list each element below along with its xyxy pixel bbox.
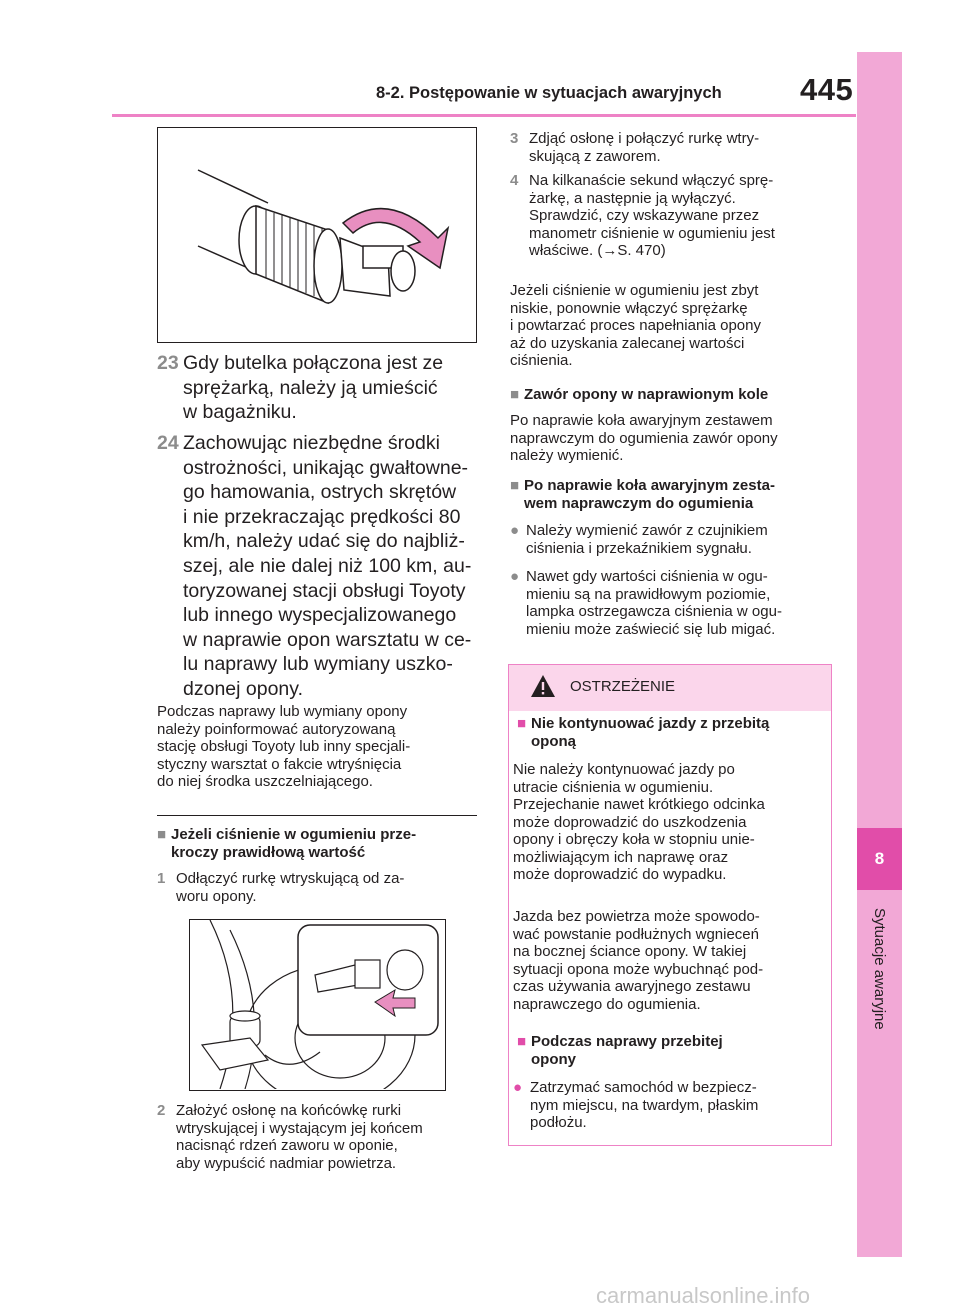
section-heading-line: kroczy prawidłową wartość xyxy=(171,843,366,861)
heading-line: wem naprawczym do ogumienia xyxy=(524,494,754,512)
warning-paragraph-2 xyxy=(513,908,828,1013)
step-1 xyxy=(157,870,477,905)
bullet-line: mieniu są na prawidłowym poziomie, xyxy=(526,585,771,603)
step-24-line: ostrożności, unikając gwałtowne- xyxy=(183,456,469,479)
warning-heading-line: oponą xyxy=(531,732,576,750)
step-23-line: w bagażniku. xyxy=(183,401,297,424)
square-marker: ■ xyxy=(510,386,520,403)
bullet-line: Nawet gdy wartości ciśnienia w ogu- xyxy=(526,568,768,585)
paragraph-line: należy wymienić. xyxy=(510,447,624,464)
warning-line: na bocznej ściance opony. W takiej xyxy=(513,943,747,960)
warning-line: czas używania awaryjnego zestawu xyxy=(513,978,751,995)
chapter-label: Sytuacje awaryjne xyxy=(871,908,888,1030)
warning-line: sytuacji opona może wybuchnąć pod- xyxy=(513,960,764,978)
step-4-line: żarkę, a następnie ją wyłączyć. xyxy=(529,189,736,207)
section-divider xyxy=(157,815,477,816)
warning-line: może doprowadzić do uszkodzenia xyxy=(513,813,747,831)
warning-heading-line: opony xyxy=(531,1050,576,1068)
warning-heading-during-repair xyxy=(517,1033,822,1068)
warning-heading-no-driving xyxy=(517,715,822,750)
warning-line: Przejechanie nawet krótkiego odcinka xyxy=(513,796,765,813)
square-marker: ■ xyxy=(510,477,520,494)
step-4-line: manometr ciśnienie w ogumieniu jest xyxy=(529,224,775,242)
note-line: Podczas naprawy lub wymiany opony xyxy=(157,703,408,720)
warning-line: naprawczego do ogumienia. xyxy=(513,995,701,1013)
figure-disconnect-hose xyxy=(189,919,446,1091)
paragraph-line: i powtarzać proces napełniania opony xyxy=(510,317,761,334)
warning-line: może doprowadzić do wypadku. xyxy=(513,866,727,883)
step-23 xyxy=(157,351,487,425)
note-line: styczny warsztat o fakcie wtryśnięcia xyxy=(157,755,402,773)
step-4-line: Sprawdzić, czy wskazywane przez xyxy=(529,207,760,224)
step-24 xyxy=(157,431,487,702)
warning-line: możliwiającym ich naprawę oraz xyxy=(513,848,729,866)
warning-bullet-line: Zatrzymać samochód w bezpiecz- xyxy=(530,1079,757,1096)
bullet-line: Należy wymienić zawór z czujnikiem xyxy=(526,522,768,539)
watermark: carmanualsonline.info xyxy=(596,1283,811,1308)
section-heading-pressure-too-high xyxy=(157,826,477,861)
paragraph-line: ciśnienia. xyxy=(510,352,573,369)
step-3-line: skującą z zaworem. xyxy=(529,147,661,165)
note-paragraph xyxy=(157,703,477,791)
warning-line: opony i obręczy koła w stopniu unie- xyxy=(513,831,755,848)
chapter-side-tab xyxy=(857,52,902,1257)
step-23-line: sprężarką, należy ją umieścić xyxy=(183,376,438,399)
step-24-line: go hamowania, ostrych skrętów xyxy=(183,481,457,504)
step-24-line: dzonej opony. xyxy=(183,677,303,700)
step-3 xyxy=(510,130,840,165)
step-23-number: 23 xyxy=(157,352,179,374)
paragraph-line: naprawczym do ogumienia zawór opony xyxy=(510,429,778,447)
step-3-line: Zdjąć osłonę i połączyć rurkę wtry- xyxy=(529,130,760,147)
running-header-title: 8-2. Postępowanie w sytuacjach awaryjnych xyxy=(376,84,722,102)
warning-heading-line: Nie kontynuować jazdy z przebitą xyxy=(531,715,770,732)
page-number: 445 xyxy=(800,72,854,107)
warning-line: wać powstanie podłużnych wgnieceń xyxy=(513,925,759,943)
step-24-line: w naprawie opon warsztatu w ce- xyxy=(183,628,472,651)
step-24-line: i nie przekraczając prędkości 80 xyxy=(183,505,461,528)
step-24-line: Zachowując niezbędne środki xyxy=(183,432,440,454)
paragraph-line: Jeżeli ciśnienie w ogumieniu jest zbyt xyxy=(510,282,759,299)
step-24-line: lu naprawy lub wymiany uszko- xyxy=(183,653,453,676)
paragraph-line: niskie, ponownie włączyć sprężarkę xyxy=(510,299,748,317)
header-rule xyxy=(112,114,856,117)
bullet-line: ciśnienia i przekaźnikiem sygnału. xyxy=(526,539,752,557)
hose-cap-illustration xyxy=(158,128,475,341)
note-line: do niej środka uszczelniającego. xyxy=(157,773,373,790)
square-marker: ■ xyxy=(517,1033,527,1050)
paragraph-line: Po naprawie koła awaryjnym zestawem xyxy=(510,412,773,429)
step-24-line: szej, ale nie dalej niż 100 km, au- xyxy=(183,554,472,577)
step-24-line: toryzowanej stacji obsługi Toyoty xyxy=(183,579,466,602)
warning-title: OSTRZEŻENIE xyxy=(570,678,676,695)
compressor-valve-illustration xyxy=(190,920,444,1089)
section-heading-line: Jeżeli ciśnienie w ogumieniu prze- xyxy=(171,826,417,843)
bullet-dot: ● xyxy=(513,1079,523,1096)
bullet-line: mieniu może zaświecić się lub migać. xyxy=(526,620,776,638)
note-line: należy poinformować autoryzowaną xyxy=(157,720,396,738)
warning-triangle-icon xyxy=(530,674,556,698)
figure-hose-cap xyxy=(157,127,477,343)
step-1-line: Odłączyć rurkę wtryskującą od za- xyxy=(176,870,405,887)
heading-valve-repaired-wheel xyxy=(510,386,840,404)
step-24-number: 24 xyxy=(157,432,179,454)
warning-paragraph-1 xyxy=(513,761,828,884)
step-2-line: wtryskującej i wystającym jej końcem xyxy=(176,1119,423,1137)
bullet-1 xyxy=(510,522,840,557)
square-marker: ■ xyxy=(517,715,527,732)
chapter-number-chip: 8 xyxy=(857,828,902,890)
note-line: stację obsługi Toyoty lub inny specjali- xyxy=(157,738,411,755)
step-24-line: km/h, należy udać się do najbliż- xyxy=(183,530,465,553)
paragraph-line: aż do uzyskania zalecanej wartości xyxy=(510,334,745,352)
step-24-line: lub innego wyspecjalizowanego xyxy=(183,604,457,627)
warning-bullet-1 xyxy=(513,1079,828,1132)
step-4-line: właściwe. (→S. 470) xyxy=(529,242,666,259)
step-1-line: woru opony. xyxy=(176,887,257,905)
warning-line: Jazda bez powietrza może spowodo- xyxy=(513,908,760,925)
warning-heading-line: Podczas naprawy przebitej xyxy=(531,1033,723,1050)
paragraph-low-pressure xyxy=(510,282,840,370)
warning-bullet-line: nym miejscu, na twardym, płaskim xyxy=(530,1096,759,1114)
heading-line: Zawór opony w naprawionym kole xyxy=(524,386,769,403)
step-23-line: Gdy butelka połączona jest ze xyxy=(183,352,444,374)
step-4-line: Na kilkanaście sekund włączyć sprę- xyxy=(529,172,774,189)
step-1-number: 1 xyxy=(157,870,166,887)
heading-line: Po naprawie koła awaryjnym zesta- xyxy=(524,477,775,494)
bullet-dot: ● xyxy=(510,522,520,539)
step-2-line: nacisnąć rdzeń zaworu w oponie, xyxy=(176,1137,398,1154)
warning-bullet-line: podłożu. xyxy=(530,1114,587,1131)
step-3-number: 3 xyxy=(510,130,519,147)
step-2-line: Założyć osłonę na końcówkę rurki xyxy=(176,1102,402,1119)
warning-line: utracie ciśnienia w ogumieniu. xyxy=(513,778,714,796)
warning-line: Nie należy kontynuować jazdy po xyxy=(513,761,735,778)
heading-after-repair xyxy=(510,477,840,512)
square-marker: ■ xyxy=(157,826,167,843)
step-2-line: aby wypuścić nadmiar powietrza. xyxy=(176,1154,397,1172)
step-4-number: 4 xyxy=(510,172,519,189)
bullet-line: lampka ostrzegawcza ciśnienia w ogu- xyxy=(526,603,782,620)
bullet-2 xyxy=(510,568,840,638)
step-2 xyxy=(157,1102,487,1172)
bullet-dot: ● xyxy=(510,568,520,585)
step-2-number: 2 xyxy=(157,1102,166,1119)
paragraph-valve-replace xyxy=(510,412,840,465)
step-4 xyxy=(510,172,840,260)
